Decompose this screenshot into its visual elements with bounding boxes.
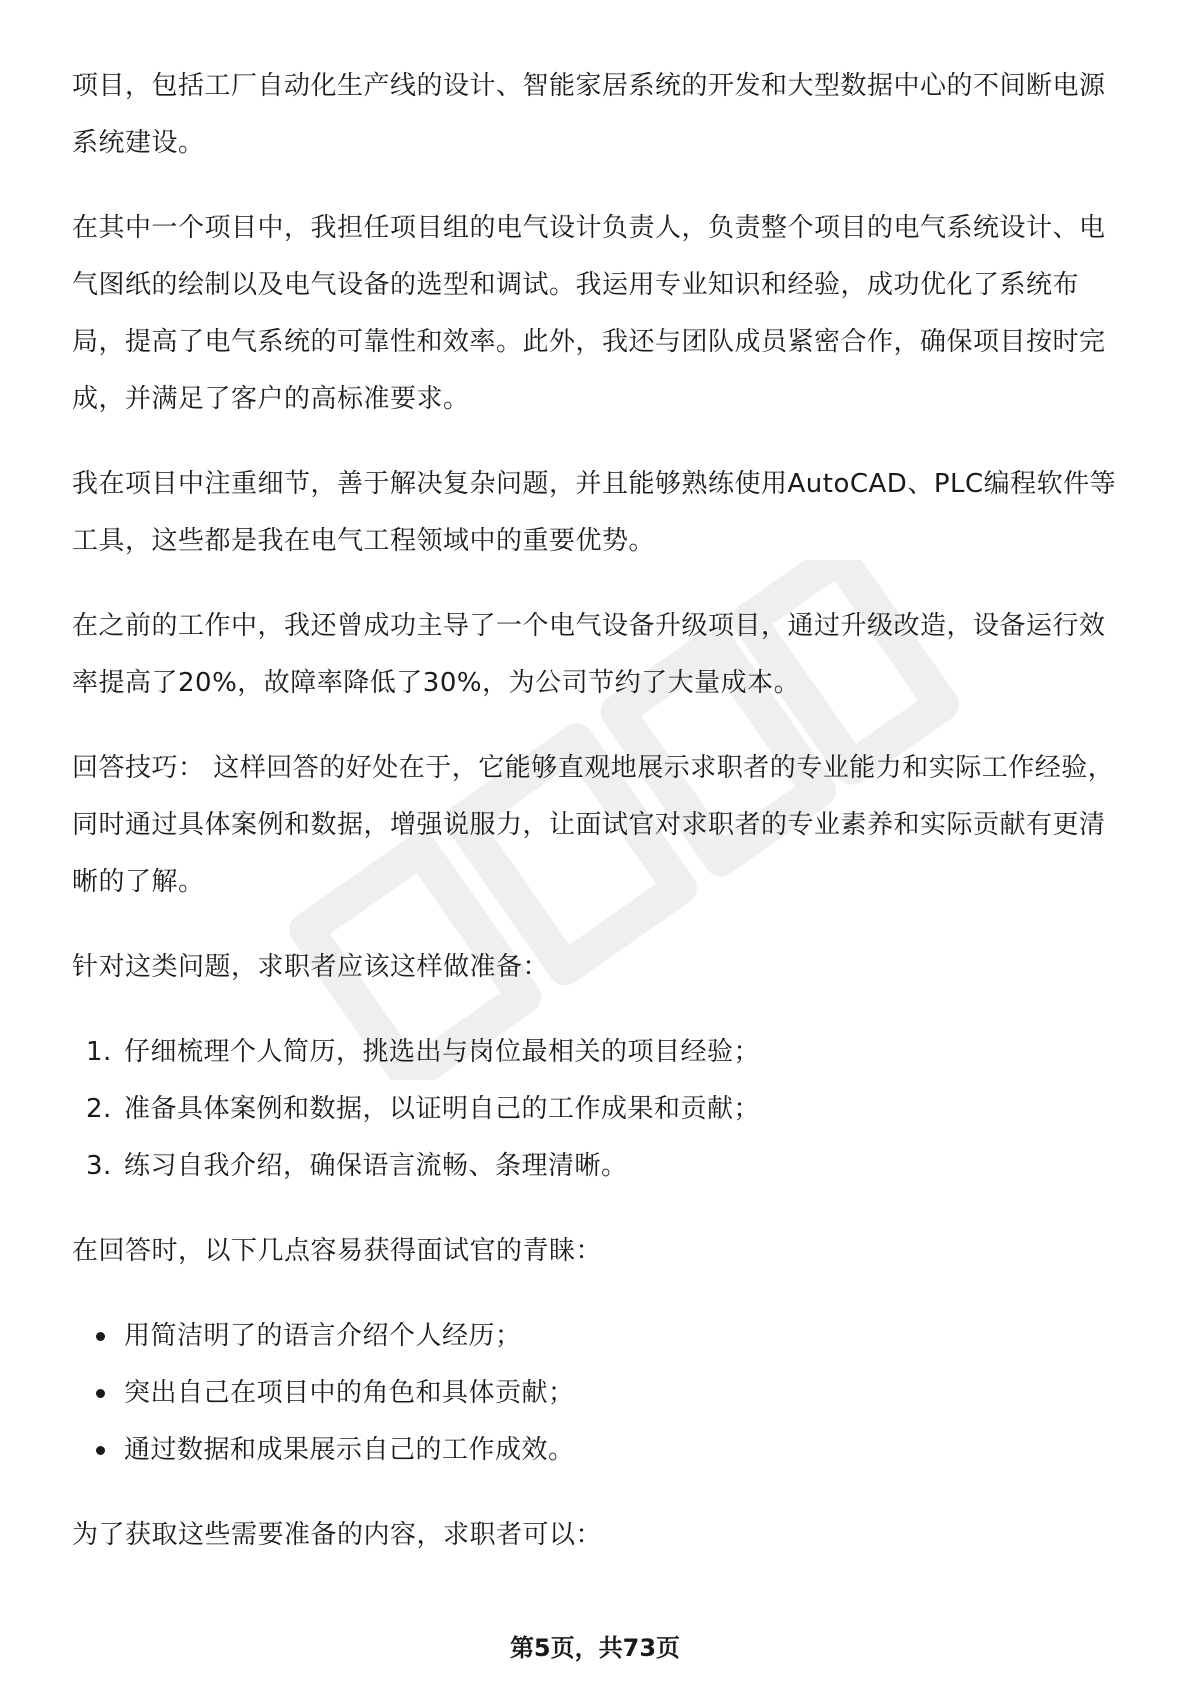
numbered-list xyxy=(72,1024,1122,1195)
list-item xyxy=(72,1308,1122,1365)
paragraph-answer-tips: 在回答时，以下几点容易获得面试官的青睐： xyxy=(72,1236,603,1266)
list-item-text: 突出自己在项目中的角色和具体贡献； xyxy=(124,1378,575,1408)
paragraph-tips: 回答技巧： 这样回答的好处在于，它能够直观地展示求职者的专业能力和实际工作经验，同时通过具体案例和数据，增强说服力，让面试官对求职者的专业素养和实际贡献有更清晰的了解。 xyxy=(72,753,1115,897)
list-item-text: 通过数据和成果展示自己的工作成效。 xyxy=(124,1435,575,1465)
bullet-icon xyxy=(96,1446,105,1455)
list-item xyxy=(72,1024,1122,1081)
list-item xyxy=(72,1081,1122,1138)
paragraph-project-intro: 项目，包括工厂自动化生产线的设计、智能家居系统的开发和大型数据中心的不间断电源系统建设。 xyxy=(72,71,1106,158)
document-body xyxy=(72,58,1122,1592)
bullet-icon xyxy=(96,1389,105,1398)
bullet-icon xyxy=(96,1332,105,1341)
list-number: 3. xyxy=(86,1151,112,1181)
paragraph-closing: 为了获取这些需要准备的内容，求职者可以： xyxy=(72,1520,603,1550)
list-item-text: 练习自我介绍，确保语言流畅、条理清晰。 xyxy=(124,1151,628,1181)
list-item-text: 准备具体案例和数据，以证明自己的工作成果和贡献； xyxy=(124,1094,761,1124)
paragraph-upgrade: 在之前的工作中，我还曾成功主导了一个电气设备升级项目，通过升级改造，设备运行效率提高了20%，故障率降低了30%，为公司节约了大量成本。 xyxy=(72,611,1106,698)
list-number: 1. xyxy=(86,1037,112,1067)
bullet-list xyxy=(72,1308,1122,1479)
paragraph-skills: 我在项目中注重细节，善于解决复杂问题，并且能够熟练使用AutoCAD、PLC编程软件等工具，这些都是我在电气工程领域中的重要优势。 xyxy=(72,469,1117,556)
list-item xyxy=(72,1422,1122,1479)
list-item xyxy=(72,1138,1122,1195)
page-number: 第5页，共73页 xyxy=(509,1634,681,1662)
list-number: 2. xyxy=(86,1094,112,1124)
list-item-text: 用简洁明了的语言介绍个人经历； xyxy=(124,1321,522,1351)
list-item-text: 仔细梳理个人简历，挑选出与岗位最相关的项目经验； xyxy=(124,1037,761,1067)
paragraph-role: 在其中一个项目中，我担任项目组的电气设计负责人，负责整个项目的电气系统设计、电气图纸的绘制以及电气设备的选型和调试。我运用专业知识和经验，成功优化了系统布局，提高了电气系统的可靠性和效率。此外，我还与团队成员紧密合作，确保项目按时完成，并满足了客户的高标准要求。 xyxy=(72,213,1106,414)
paragraph-preparation-intro: 针对这类问题，求职者应该这样做准备： xyxy=(72,952,550,982)
list-item xyxy=(72,1365,1122,1422)
